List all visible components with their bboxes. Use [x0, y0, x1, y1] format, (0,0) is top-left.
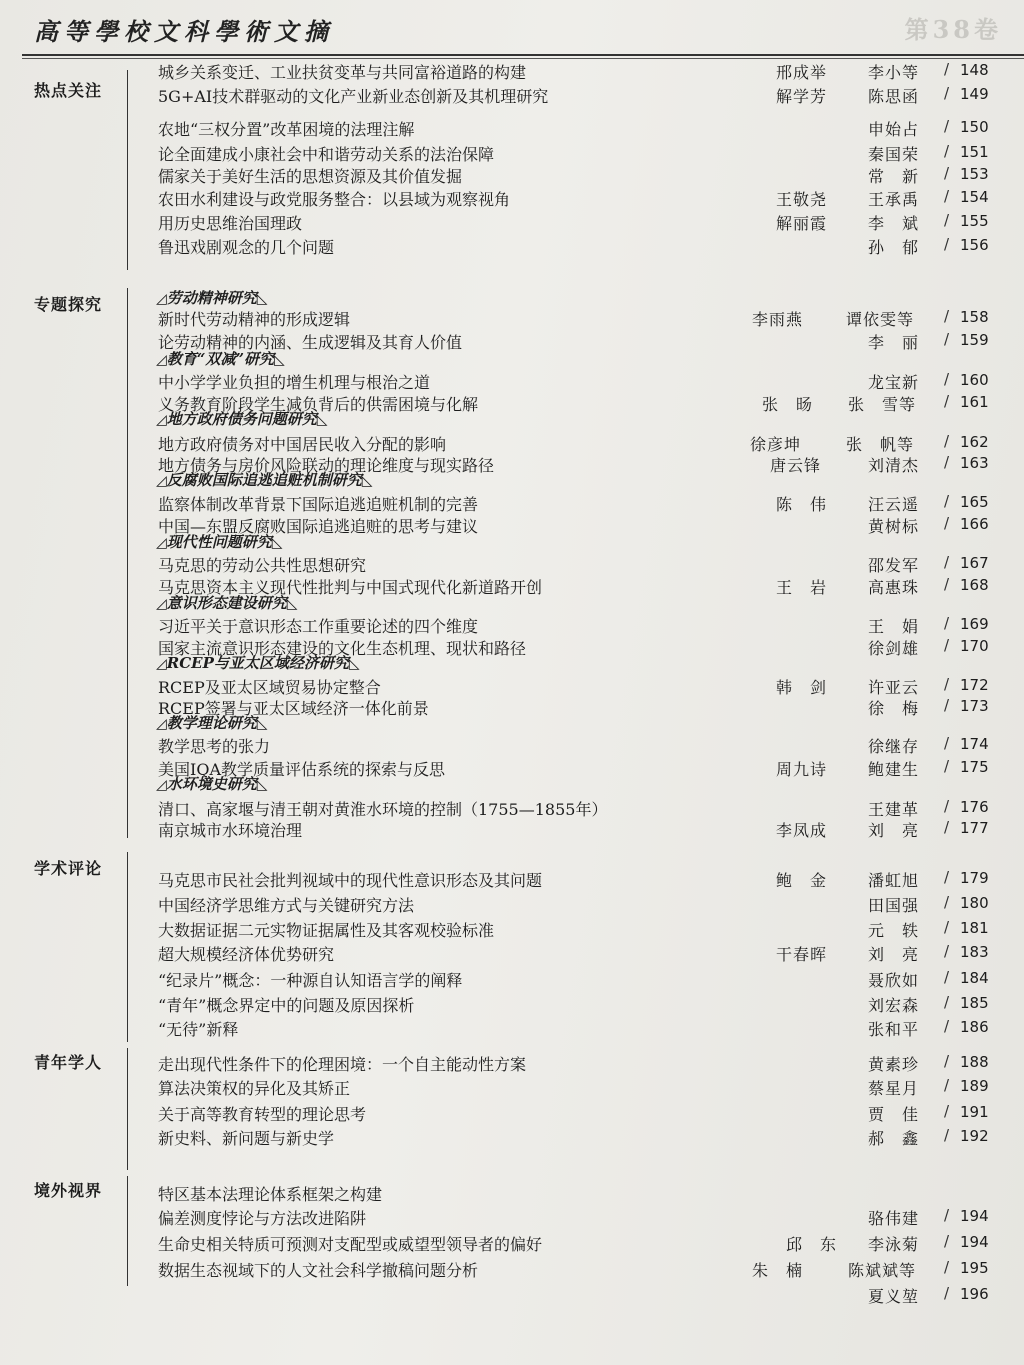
page-separator: /: [944, 818, 950, 836]
page-separator: /: [944, 1052, 950, 1070]
toc-entry[interactable]: [0, 60, 1024, 84]
entry-title: 国家主流意识形态建设的文化生态机理、现状和路径: [158, 639, 527, 658]
entry-author: 王 娟: [868, 617, 920, 636]
entry-author: 黄树标: [868, 517, 920, 536]
entry-title: 中国经济学思维方式与关键研究方法: [158, 896, 415, 915]
entry-author: 刘宏森: [868, 996, 920, 1015]
toc-entry[interactable]: [0, 84, 1024, 108]
page-separator: /: [944, 1126, 950, 1144]
entry-author: 鲍 金: [776, 871, 828, 890]
toc-entry[interactable]: [0, 918, 1024, 942]
entry-author: 鲍建生: [868, 760, 920, 779]
toc-entry[interactable]: [0, 370, 1024, 394]
entry-page: 165: [960, 493, 989, 511]
toc-entry[interactable]: [0, 453, 1024, 477]
entry-page: 196: [960, 1285, 989, 1303]
entry-page: 162: [960, 433, 989, 451]
entry-author: 李小等: [868, 63, 920, 82]
entry-page: 185: [960, 994, 989, 1012]
topic-subheading: ◿劳动精神研究◺: [156, 289, 268, 307]
entry-author: 王 岩: [776, 578, 828, 597]
entry-page: 155: [960, 212, 989, 230]
entry-page: 169: [960, 615, 989, 633]
page-separator: /: [944, 734, 950, 752]
toc-entry[interactable]: [0, 1258, 1024, 1282]
entry-page: 150: [960, 118, 989, 136]
section-label-special-topics: 专题探究: [34, 295, 103, 314]
toc-entry[interactable]: [0, 142, 1024, 166]
topic-subheading: ◿RCEP与亚太区域经济研究◺: [156, 654, 360, 672]
entry-author: 孙 郁: [868, 238, 920, 257]
entry-title: 超大规模经济体优势研究: [158, 945, 335, 964]
toc-entry[interactable]: [0, 636, 1024, 660]
entry-page: 191: [960, 1103, 989, 1121]
page-separator: /: [944, 993, 950, 1011]
page-separator: /: [944, 1102, 950, 1120]
entry-page: 176: [960, 798, 989, 816]
entry-page: 166: [960, 515, 989, 533]
entry-author: 刘清杰: [868, 456, 920, 475]
toc-entry[interactable]: [0, 187, 1024, 211]
entry-author: 徐 梅: [868, 699, 920, 718]
toc-entry[interactable]: [0, 1206, 1024, 1230]
entry-title: 偏差测度悖论与方法改进陷阱: [158, 1209, 367, 1228]
entry-page: 184: [960, 969, 989, 987]
page-separator: /: [944, 942, 950, 960]
entry-page: 175: [960, 758, 989, 776]
entry-author: 邵发军: [868, 556, 920, 575]
page-separator: /: [944, 142, 950, 160]
entry-title: 儒家关于美好生活的思想资源及其价值发掘: [158, 167, 463, 186]
entry-author: 常 新: [868, 167, 920, 186]
page-separator: /: [944, 117, 950, 135]
page-separator: /: [944, 675, 950, 693]
entry-page: 174: [960, 735, 989, 753]
page-separator: /: [944, 553, 950, 571]
entry-author: 聂欣如: [868, 971, 920, 990]
entry-author: 徐继存: [868, 737, 920, 756]
topic-subheading: ◿意识形态建设研究◺: [156, 594, 298, 612]
entry-page: 194: [960, 1233, 989, 1251]
entry-author: 申始占: [868, 120, 920, 139]
entry-page: 167: [960, 554, 989, 572]
section-label-overseas-view: 境外视界: [34, 1181, 103, 1200]
entry-page: 160: [960, 371, 989, 389]
page-separator: /: [944, 918, 950, 936]
page-separator: /: [944, 60, 950, 78]
entry-title: 教学思考的张力: [158, 737, 271, 756]
entry-title: 农田水利建设与政党服务整合：以县域为观察视角: [158, 190, 511, 209]
entry-title: 论全面建成小康社会中和谐劳动关系的法治保障: [158, 145, 495, 164]
journal-title: 高等學校文科學術文摘: [34, 17, 334, 46]
entry-author: 陈 伟: [776, 495, 828, 514]
entry-author: 徐剑雄: [868, 639, 920, 658]
entry-author: 王建革: [868, 800, 920, 819]
page-separator: /: [944, 893, 950, 911]
entry-author: 王承禹: [868, 190, 920, 209]
entry-author: 李 丽: [868, 333, 920, 352]
entry-title: 关于高等教育转型的理论思考: [158, 1105, 367, 1124]
entry-author: 韩 剑: [776, 678, 828, 697]
toc-entry[interactable]: [0, 868, 1024, 892]
section-label-young-scholars: 青年学人: [34, 1053, 103, 1072]
topic-subheading: ◿反腐败国际追逃追赃机制研究◺: [156, 471, 373, 489]
entry-title: 论劳动精神的内涵、生成逻辑及其育人价值: [158, 333, 463, 352]
entry-author: 李凤成: [776, 821, 828, 840]
entry-author: 朱 楠: [752, 1261, 804, 1280]
entry-author: 王敬尧: [776, 190, 828, 209]
entry-author: 李泳菊: [868, 1235, 920, 1254]
entry-title: 马克思市民社会批判视域中的现代性意识形态及其问题: [158, 871, 543, 890]
entry-title: 特区基本法理论体系框架之构建: [158, 1185, 383, 1204]
entry-page: 168: [960, 576, 989, 594]
entry-page: 151: [960, 143, 989, 161]
page-separator: /: [944, 187, 950, 205]
entry-author: 李雨燕: [752, 310, 804, 329]
entry-page: 170: [960, 637, 989, 655]
entry-title: 鲁迅戏剧观念的几个问题: [158, 238, 335, 257]
entry-author: 解学芳: [776, 87, 828, 106]
entry-page: 180: [960, 894, 989, 912]
page-separator: /: [944, 84, 950, 102]
toc-entry[interactable]: [0, 307, 1024, 331]
page-separator: /: [944, 1232, 950, 1250]
entry-title: 美国IQA教学质量评估系统的探索与反思: [158, 760, 445, 779]
page-separator: /: [944, 575, 950, 593]
entry-page: 149: [960, 85, 989, 103]
toc-entry[interactable]: [0, 1126, 1024, 1150]
page-separator: /: [944, 307, 950, 325]
entry-title: 中国—东盟反腐败国际追逃追赃的思考与建议: [158, 517, 479, 536]
entry-author: 田国强: [868, 896, 920, 915]
toc-entry[interactable]: [0, 492, 1024, 516]
entry-page: 192: [960, 1127, 989, 1145]
entry-title: 马克思资本主义现代性批判与中国式现代化新道路开创: [158, 578, 543, 597]
entry-page: 161: [960, 393, 989, 411]
toc-entry[interactable]: [0, 818, 1024, 842]
entry-title: 监察体制改革背景下国际追逃追赃机制的完善: [158, 495, 479, 514]
page-separator: /: [944, 370, 950, 388]
entry-author: 元 轶: [868, 921, 920, 940]
entry-title: 城乡关系变迁、工业扶贫变革与共同富裕道路的构建: [158, 63, 527, 82]
entry-title: 数据生态视域下的人文社会科学撤稿问题分析: [158, 1261, 479, 1280]
toc-entry[interactable]: [0, 1284, 1024, 1308]
entry-page: 163: [960, 454, 989, 472]
entry-title: 中小学学业负担的增生机理与根治之道: [158, 373, 431, 392]
entry-author: 徐彦坤: [750, 435, 802, 454]
volume-label: 第38卷: [904, 15, 1002, 44]
entry-title: 新时代劳动精神的形成逻辑: [158, 310, 351, 329]
entry-author: 谭依雯等: [846, 310, 915, 329]
entry-page: 189: [960, 1077, 989, 1095]
toc-entry[interactable]: [0, 1102, 1024, 1126]
entry-page: 158: [960, 308, 989, 326]
entry-page: 194: [960, 1207, 989, 1225]
entry-page: 172: [960, 676, 989, 694]
header-rule-thin: [22, 58, 1024, 59]
entry-author: 郝 鑫: [868, 1129, 920, 1148]
page-separator: /: [944, 696, 950, 714]
entry-author: 李 斌: [868, 214, 920, 233]
entry-page: 181: [960, 919, 989, 937]
page-separator: /: [944, 164, 950, 182]
entry-author: 邱 东: [786, 1235, 838, 1254]
entry-author: 陈思函: [868, 87, 920, 106]
toc-entry[interactable]: [0, 614, 1024, 638]
entry-author: 邢成举: [776, 63, 828, 82]
entry-author: 许亚云: [868, 678, 920, 697]
toc-entry[interactable]: [0, 1017, 1024, 1041]
toc-entry[interactable]: [0, 734, 1024, 758]
entry-page: 156: [960, 236, 989, 254]
page-separator: /: [944, 868, 950, 886]
entry-author: 龙宝新: [868, 373, 920, 392]
entry-author: 夏义堃: [868, 1287, 920, 1306]
entry-author: 干春晖: [776, 945, 828, 964]
entry-title: 马克思的劳动公共性思想研究: [158, 556, 367, 575]
toc-entry[interactable]: [0, 893, 1024, 917]
entry-title: 义务教育阶段学生减负背后的供需困境与化解: [158, 395, 479, 414]
topic-subheading: ◿水环境史研究◺: [156, 775, 268, 793]
section-label-academic-review: 学术评论: [34, 859, 103, 878]
entry-page: 195: [960, 1259, 989, 1277]
entry-author: 贾 佳: [868, 1105, 920, 1124]
page-separator: /: [944, 492, 950, 510]
page-separator: /: [944, 636, 950, 654]
toc-entry[interactable]: [0, 164, 1024, 188]
entry-author: 解丽霞: [776, 214, 828, 233]
entry-title: 用历史思维治国理政: [158, 214, 303, 233]
entry-title: 习近平关于意识形态工作重要论述的四个维度: [158, 617, 479, 636]
topic-subheading: ◿地方政府债务问题研究◺: [156, 410, 328, 428]
entry-title: 地方债务与房价风险联动的理论维度与现实路径: [158, 456, 495, 475]
toc-entry[interactable]: [0, 211, 1024, 235]
section-label-hot-topics: 热点关注: [34, 81, 103, 100]
page-separator: /: [944, 1017, 950, 1035]
toc-entry[interactable]: [0, 696, 1024, 720]
entry-title: 大数据证据二元实物证据属性及其客观校验标准: [158, 921, 495, 940]
entry-author: 秦国荣: [868, 145, 920, 164]
toc-entry[interactable]: [0, 514, 1024, 538]
toc-entry[interactable]: [0, 1232, 1024, 1256]
page-separator: /: [944, 392, 950, 410]
entry-title: 算法决策权的异化及其矫正: [158, 1079, 351, 1098]
page-separator: /: [944, 968, 950, 986]
page-separator: /: [944, 757, 950, 775]
entry-page: 186: [960, 1018, 989, 1036]
entry-author: 黄素珍: [868, 1055, 920, 1074]
toc-entry[interactable]: [0, 330, 1024, 354]
entry-title: “无待”新释: [158, 1020, 239, 1039]
entry-title: 生命史相关特质可预测对支配型或威望型领导者的偏好: [158, 1235, 543, 1254]
entry-title: 新史料、新问题与新史学: [158, 1129, 335, 1148]
page-separator: /: [944, 211, 950, 229]
header-rule: [22, 54, 1024, 56]
topic-subheading: ◿现代性问题研究◺: [156, 533, 283, 551]
entry-title: RCEP签署与亚太区域经济一体化前景: [158, 699, 429, 718]
topic-subheading: ◿教育“双减”研究◺: [156, 350, 285, 368]
entry-author: 张 旸: [762, 395, 814, 414]
page-header: [0, 0, 1024, 64]
entry-page: 179: [960, 869, 989, 887]
entry-author: 潘虹旭: [868, 871, 920, 890]
entry-title: 南京城市水环境治理: [158, 821, 303, 840]
page-separator: /: [944, 1258, 950, 1276]
page-separator: /: [944, 1206, 950, 1224]
entry-author: 汪云遥: [868, 495, 920, 514]
toc-entry[interactable]: [0, 553, 1024, 577]
entry-page: 183: [960, 943, 989, 961]
toc-entry[interactable]: [0, 235, 1024, 259]
entry-page: 188: [960, 1053, 989, 1071]
topic-subheading: ◿教学理论研究◺: [156, 714, 268, 732]
page-separator: /: [944, 453, 950, 471]
toc-entry[interactable]: [0, 1182, 1024, 1206]
toc-entry[interactable]: [0, 968, 1024, 992]
toc-entry[interactable]: [0, 993, 1024, 1017]
toc-entry[interactable]: [0, 575, 1024, 599]
entry-title: 清口、高家堰与清王朝对黄淮水环境的控制（1755—1855年）: [158, 800, 608, 819]
entry-author: 高惠珠: [868, 578, 920, 597]
entry-title: 农地“三权分置”改革困境的法理注解: [158, 120, 415, 139]
entry-author: 张 帆等: [846, 435, 915, 454]
entry-title: “青年”概念界定中的问题及原因探析: [158, 996, 415, 1015]
toc-entry[interactable]: [0, 1052, 1024, 1076]
toc-entry[interactable]: [0, 757, 1024, 781]
entry-page: 154: [960, 188, 989, 206]
page-separator: /: [944, 235, 950, 253]
entry-author: 唐云锋: [770, 456, 822, 475]
toc-entry[interactable]: [0, 117, 1024, 141]
page-separator: /: [944, 797, 950, 815]
entry-title: 地方政府债务对中国居民收入分配的影响: [158, 435, 447, 454]
entry-author: 周九诗: [776, 760, 828, 779]
page-separator: /: [944, 432, 950, 450]
entry-page: 148: [960, 61, 989, 79]
toc-entry[interactable]: [0, 942, 1024, 966]
entry-author: 张 雪等: [848, 395, 917, 414]
entry-title: 5G+AI技术群驱动的文化产业新业态创新及其机理研究: [158, 87, 549, 106]
entry-author: 蔡星月: [868, 1079, 920, 1098]
entry-author: 骆伟建: [868, 1209, 920, 1228]
entry-title: RCEP及亚太区域贸易协定整合: [158, 678, 381, 697]
entry-author: 陈斌斌等: [848, 1261, 917, 1280]
entry-author: 刘 亮: [868, 945, 920, 964]
entry-author: 刘 亮: [868, 821, 920, 840]
page-separator: /: [944, 614, 950, 632]
page-separator: /: [944, 1284, 950, 1302]
toc-entry[interactable]: [0, 392, 1024, 416]
page-separator: /: [944, 330, 950, 348]
page-separator: /: [944, 514, 950, 532]
entry-page: 173: [960, 697, 989, 715]
entry-page: 153: [960, 165, 989, 183]
entry-author: 张和平: [868, 1020, 920, 1039]
page-separator: /: [944, 1076, 950, 1094]
toc-entry[interactable]: [0, 1076, 1024, 1100]
entry-title: “纪录片”概念：一种源自认知语言学的阐释: [158, 971, 463, 990]
entry-page: 159: [960, 331, 989, 349]
entry-page: 177: [960, 819, 989, 837]
entry-title: 走出现代性条件下的伦理困境：一个自主能动性方案: [158, 1055, 527, 1074]
